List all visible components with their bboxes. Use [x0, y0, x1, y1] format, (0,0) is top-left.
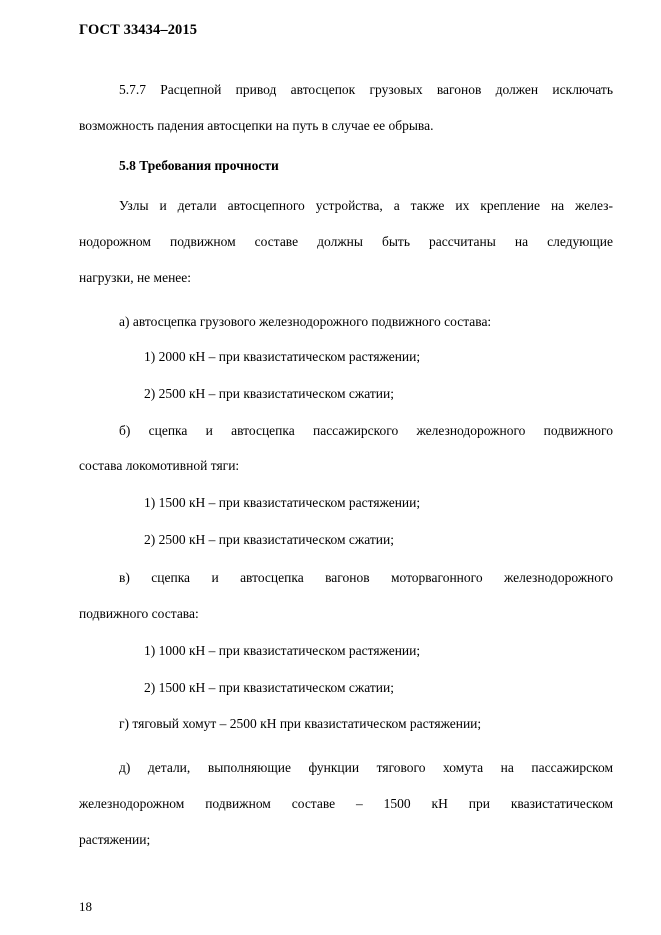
sub-list-item: 1) 2000 кН – при квазистатическом растяжении;	[144, 349, 421, 364]
list-item: г) тяговый хомут – 2500 кН при квазистатическом растяжении;	[119, 716, 482, 731]
sub-list-item: 2) 2500 кН – при квазистатическом сжатии;	[144, 386, 394, 401]
document-header: ГОСТ 33434–2015	[79, 22, 198, 38]
paragraph-line: нодорожном подвижном составе должны быть рассчитаны на следующие	[79, 234, 613, 249]
sub-list-item: 2) 2500 кН – при квазистатическом сжатии;	[144, 532, 394, 547]
page-number: 18	[79, 899, 92, 914]
paragraph-line: подвижного состава:	[79, 606, 199, 621]
section-heading: 5.8 Требования прочности	[119, 158, 279, 173]
list-item: д) детали, выполняющие функции тягового хомута на пассажирском	[119, 760, 613, 775]
paragraph-line: нагрузки, не менее:	[79, 270, 192, 285]
list-item: б) сцепка и автосцепка пассажирского железнодорожного подвижного	[119, 423, 613, 438]
paragraph-line: растяжении;	[79, 832, 151, 847]
sub-list-item: 1) 1000 кН – при квазистатическом растяжении;	[144, 643, 421, 658]
list-item: в) сцепка и автосцепка вагонов моторвагонного железнодорожного	[119, 570, 613, 585]
paragraph-line: Узлы и детали автосцепного устройства, а также их крепление на желез-	[119, 198, 613, 213]
sub-list-item: 2) 1500 кН – при квазистатическом сжатии;	[144, 680, 394, 695]
paragraph-line: возможность падения автосцепки на путь в случае ее обрыва.	[79, 118, 434, 133]
paragraph-line: состава локомотивной тяги:	[79, 458, 240, 473]
list-item: а) автосцепка грузового железнодорожного подвижного состава:	[119, 314, 492, 329]
paragraph-line: 5.7.7 Расцепной привод автосцепок грузовых вагонов должен исключать	[119, 82, 613, 97]
paragraph-line: железнодорожном подвижном составе – 1500 кН при квазистатическом	[79, 796, 613, 811]
sub-list-item: 1) 1500 кН – при квазистатическом растяжении;	[144, 495, 421, 510]
